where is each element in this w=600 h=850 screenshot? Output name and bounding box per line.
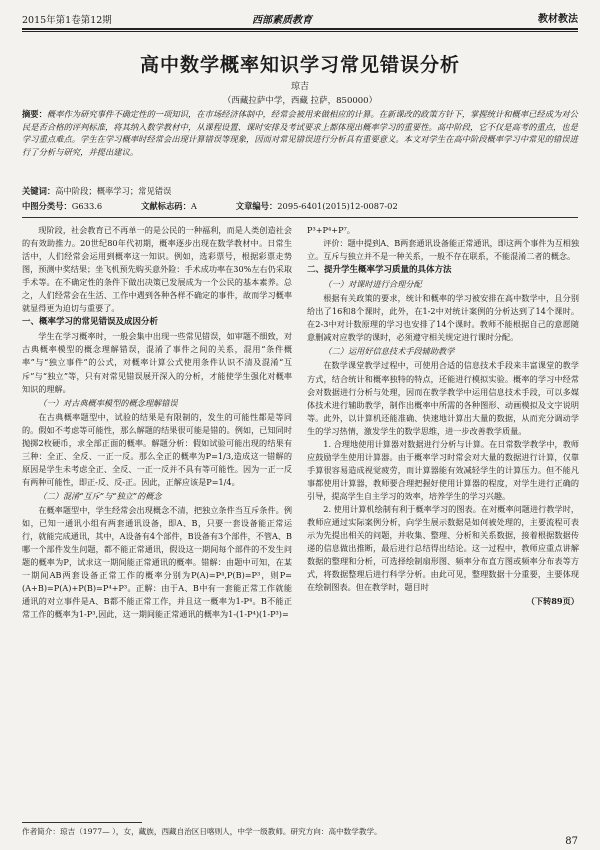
footnote-rule	[22, 822, 142, 823]
page-number: 87	[565, 836, 578, 847]
section-heading: 一、概率学习的常见错误及成因分析	[22, 317, 159, 328]
subsection-heading: （二）运用好信息技术手段辅助教学	[323, 346, 455, 357]
paragraph: 2. 使用计算机绘制有利于概率学习的图表。在对概率问题进行教学时，教师应通过实际案例分析，向学生展示数据是如何被处理的，主要流程可表示为先提出相关的问题，并收集、整理、分析和关系数据，接着根据数据传递的信息做出推断，最后进行总结得出结论。这一过程中，教师应重点讲解数据的整理和分析，可选择绘制扇形图、频率分布直方图或频率分布表等方式，将数据整理后进行科学分析。由此可见，整理数据十分重要，主要体现在绘制图表。但在教学时，题目时	[307, 503, 579, 593]
abstract-text: 概率作为研究事件不确定性的一项知识，在市场经济体制中，经常会被用来做相应的计算。在新课改的政策方针下，掌握统计和概率已经成为对公民是否合格的评判标准，将其纳入数学教材中，从课程设置、课时安排及考试要求上都体现出概率学习的重要性。高中阶段，它不仅是高考的重点，也是学习重点难点。学生在学习概率时经常会出现计算错误等现象，因而对常见错误进行分析具有重要意义。本文对学生在高中阶段概率学习中常见的错误进行了分析与研究，并提出建议。	[22, 109, 578, 157]
paragraph: 学生在学习概率时，一般会集中出现一些常见错误，如审题不细致，对古典概率模型的概念理解错误，混淆了事件之间的关系，混用“条件概率”与“独立事件”的公式，对概率计算公式使用条件认识不清及混淆“互斥”与“独立”等，只有对常见错误展开深入的分析，才能使学生强化对概率知识的理解。	[22, 331, 292, 394]
section-heading: 二、提升学生概率学习质量的具体方法	[307, 265, 452, 276]
paragraph: 在概率题型中，学生经常会出现概念不清，把独立条件当互斥条件。例如，已知一通讯小组有两套通讯设备，即A、B，只要一套设备能正常运行，就能完成通讯，其中，A设备有4个部件，B设备有3个部件，不管A、B哪一个部件发生问题，都不能正常通讯，假设这一期间每个部件的不发生问题的概率为P，试求这一期间能正常通讯的概率。错解：由题中可知，在某一期间AB两套设备正常工作的概率分别为P(A)=P⁴,P(B)=P³，则P=(A+B)=P(A)+P(B)=P⁴+P³。正解：由于A、B中有一套能正常工作就能通讯的对立事件是A、B都不能正常工作，并且这一概率为1-P⁴。B不能正常工作的概率为1-P³,因此，这一期间能正常通讯的概率为1-(1-P⁴)(1-P³)=	[22, 504, 292, 620]
paragraph: 现阶段，社会教育已不再单一的是公民的一种福利，而是人类创造社会的有效助推力。20世纪80年代初期，概率逐步出现在数学教材中。日常生活中，人们经常会运用到概率这一知识。例如，选彩票号，根据彩票走势图，预测中奖结果；坐飞机预先购买意外险：手术成功率在30%左右仍采取手术等。在不确定性的条件下做出决策已发展成为一个公民的基本素养。总之，人们经常会在生活、工作中遇到各种各样不确定的事件，故而学习概率就显得更为迫切与重要了。	[22, 225, 292, 314]
keywords	[22, 185, 578, 197]
affiliation: （西藏拉萨中学，西藏 拉萨，850000）	[222, 96, 378, 106]
subsection-heading: （一）对古典概率模型的概念理解错误	[38, 397, 178, 408]
clc-code: 中图分类号：G633.6	[22, 201, 103, 211]
section-name: 教材教法	[538, 14, 578, 25]
keywords-text: 高中阶段；概率学习；常见错误	[55, 186, 172, 196]
article-meta	[22, 200, 578, 212]
paragraph: 在数学课堂教学过程中，可使用合适的信息技术手段来丰富课堂的教学方式，结合统计和概率独特的特点，还能进行模拟实验。概率的学习中经常会对数据进行分析与处理，因而在教学教学中运用信息技术手段，可以多媒体技术进行辅助教学，制作出概率中所需的各种图形、动画模拟及文字说明等。此外，以计算机还能准确、快速地计算出大量的数据，从而充分调动学生的学习热情，激发学生的数学思维，进一步改善教学质量。	[307, 360, 579, 436]
paragraph: 1. 合理地使用计算器对数据进行分析与计算。在日常数学教学中，教师应鼓励学生使用计算器。由于概率学习时常会对大量的数据进行计算，仅靠手算很容易造成视觉疲劳，而计算器能有效减轻学生的计算压力。但不能凡事都使用计算器，教师要合理把握好使用计算器的程度，对学生进行正确的引导，提高学生自主学习的效率，培养学生的学习兴趣。	[307, 438, 579, 501]
issue-info: 2015年第1卷第12期	[22, 15, 112, 26]
article-title: 高中数学概率知识学习常见错误分析	[139, 54, 460, 76]
continued-note: （下转89页）	[526, 596, 579, 607]
paragraph: 根据有关政策的要求，统计和概率的学习被安排在高中数学中，且分别给出了16和8个课时，此外，在1-2中对统计案例的分析达到了14个课时。在2-3中对计数原理的学习也安排了14个课时。教师不能根据自己的意愿随意删减对应教学的课时，必须遵守相关规定进行课时分配。	[307, 293, 579, 343]
running-header	[22, 8, 578, 28]
abstract	[22, 108, 578, 158]
paragraph: 在古典概率题型中，试验的结果是有限制的，发生的可能性都是等同的。假如不考虑等可能性，那么解题的结果很可能是错的。例如，已知同时抛掷2枚硬币，求全部正面的概率。解题分析：假如试验可能出现的结果有三种：全正、全反、一正一反。那么全正的概率为P=1/3,造成这一错解的原因是学生未考虑全正、全反、一正一反并不具有等可能性。因为一正一反有两种可能性，即正-反、反-正。因此，正解应该是P=1/4。	[22, 411, 292, 487]
doc-code: 文献标志码：A	[141, 201, 197, 211]
header-rule	[22, 28, 578, 30]
meta-divider	[22, 217, 578, 218]
header-rule-thin	[22, 31, 578, 32]
left-column	[22, 224, 292, 621]
paragraph: 评价：题中提到A、B两套通讯设备能正常通讯，即这两个事件为互相独立。互斥与独立并不是一种关系，一般不存在联系，不能混淆二者的概念。	[307, 238, 579, 262]
paragraph: P³+P⁴+P⁷。	[307, 225, 355, 235]
journal-name: 西部素质教育	[252, 15, 312, 26]
right-column	[307, 224, 579, 608]
abstract-label: 摘要：	[22, 109, 47, 119]
subsection-heading: （一）对课时进行合理分配	[323, 279, 422, 290]
keywords-label: 关键词：	[22, 186, 56, 196]
author: 琼吉	[290, 82, 309, 92]
author-footnote: 作者简介：琼吉（1977— ），女，藏族，西藏自治区日喀则人，中学一级教师。研究方向：高中数学教学。	[22, 827, 382, 836]
subsection-heading: （二）混淆“互斥”与“独立”的概念	[38, 490, 162, 501]
article-number: 文章编号：2095-6401(2015)12-0087-02	[235, 201, 398, 211]
